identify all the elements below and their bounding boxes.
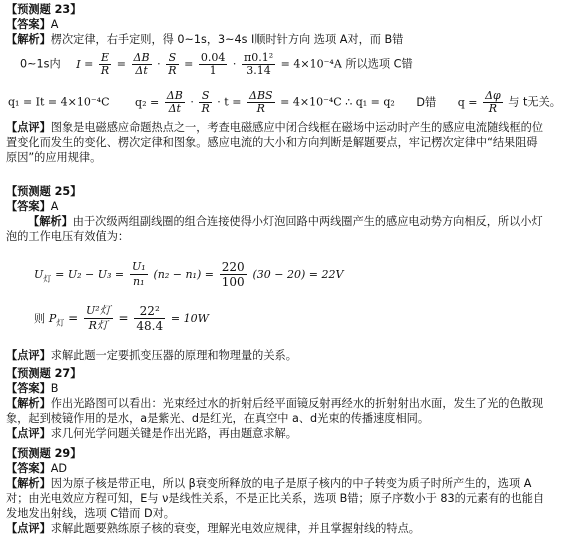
q25-equation-voltage: $U_灯 = U_2 - U_3$ = $\frac{\text{U₁}}{\text{n₁}}$ (n₂ − n₁) = $\frac{220}{100}$ (30 − 20) = 22V [34,260,344,289]
question-27-analysis: 【解析】作出光路图可以看出：光束经过水的折射后经平面镜反射再经水的折射射出水面，发生了光的色散现象，起到棱镜作用的是水，a是紫光、d是红光，在真空中 a、d光束的传播速度相同。 [6,397,544,425]
q25-comment: 【点评】求解此题一定要抓变压器的原理和物理量的关系。 [6,349,297,362]
question-23-answer [6,17,546,32]
eq1-prefix: 0~1s内 [20,57,61,71]
q23-equation-charge: q₁ = It = 4×10⁻⁴C q₂ = $\frac{\Delta B}{\Delta t}$ · $\frac{S}{R}$ · t = $\frac{\text{ΔBS}}{R}$ = 4×10⁻⁴C ∴ q₁ = q₂ D错 q = $\frac{\Delta\varphi}{R}$ 与 t无关。 [8,89,561,115]
q23-equation-current: 0~1s内 I = $\frac{E}{R}$ = $\frac{\Delta B}{\Delta t}$ · $\frac{S}{R}$ = $\frac{0.04}{1}$ · $\frac{\text{π0.1²}}{3.14}$ = 4×10⁻⁴A 所以选项 C错 [20,51,413,77]
question-29-comment: 【点评】求解此题要熟练原子核的衰变，理解光电效应规律，并且掌握射线的特点。 [6,522,420,535]
answer-value: A [50,18,59,31]
question-29-analysis: 【解析】因为原子核是带正电，所以 β衰变所释放的电子是原子核内的中子转变为质子时所产生的，选项 A对；由光电效应方程可知，E与 ν是线性关系，不是正比关系，选项 B错；原子序数小于 83的元素有的也能自发地发出射线，选项 C错而 D对。 [6,477,545,520]
comment-text: 图象是电磁感应命题热点之一，考查电磁感应中闭合线框在磁场中运动时产生的感应电流随线框的位置变化而发生的变化、楞次定律和图象。感应电流的大小和方向判断是解题要点，牢记楞次定律中“结果阻碍原因”的应用规律。 [6,121,544,164]
answer-label: 【答案】 [6,18,51,31]
question-25-title: 【预测题 25】 [6,185,82,198]
question-29-title: 【预测题 29】 [6,447,82,460]
question-25 [6,184,546,244]
q25-equation-power: 则 $P_灯$ = $\frac{\text{U²灯}}{\text{R灯}}$ = $\frac{\text{22²}}{48.4}$ = 10W [34,304,209,333]
question-23-analysis [6,32,546,47]
question-27 [6,366,546,441]
eq1-suffix: 所以选项 C错 [345,57,413,71]
question-27-title: 【预测题 27】 [6,367,82,380]
question-27-comment: 【点评】求几何光学问题关键是作出光路，再由题意求解。 [6,427,297,440]
q23-comment [6,120,546,165]
analysis-label: 【解析】 [6,33,51,46]
comment-label: 【点评】 [6,121,51,134]
question-25-answer: 【答案】A [6,200,59,213]
question-27-answer: 【答案】B [6,382,59,395]
question-23 [6,2,546,47]
analysis-text: 楞次定律，右手定则，得 0~1s，3~4s I顺时针方向 选项 A对，而 B错 [50,33,404,46]
question-25-analysis: 【解析】由于次级两组副线圈的组合连接使得小灯泡回路中两线圈产生的感应电动势方向相反，所以小灯泡的工作电压有效值为： [6,215,543,243]
question-23-title: 【预测题 23】 [6,3,82,16]
question-29 [6,446,546,536]
question-29-answer: 【答案】AD [6,462,68,475]
